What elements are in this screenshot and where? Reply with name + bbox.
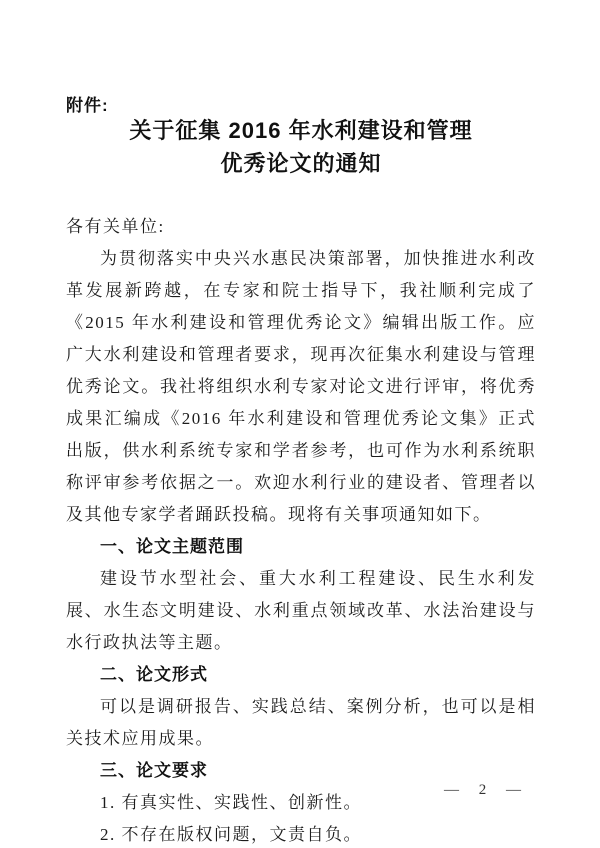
requirement-item-2: 2. 不存在版权问题，文责自负。 (100, 825, 362, 844)
page-number: — 2 — (444, 782, 522, 798)
document-title-line2: 优秀论文的通知 (220, 151, 382, 176)
document-title (66, 114, 536, 180)
section-heading-requirements: 三、论文要求 (100, 761, 208, 780)
salutation: 各有关单位: (66, 217, 165, 236)
document-body (66, 211, 536, 848)
paragraph-intro: 为贯彻落实中央兴水惠民决策部署，加快推进水利改革发展新跨越，在专家和院士指导下，我社顺利完成了《2015 年水利建设和管理优秀论文》编辑出版工作。应广大水利建设和管理者要求，现再次征集水利建设与管理优秀论文。我社将组织水利专家对论文进行评审，将优秀成果汇编成《2016 年水利建设和管理优秀论文集》正式出版，供水利系统专家和学者参考，也可作为水利系统职称评审参考依据之一。欢迎水利行业的建设者、管理者以及其他专家学者踊跃投稿。现将有关事项通知如下。 (66, 249, 536, 524)
document-title-line1: 关于征集 2016 年水利建设和管理 (129, 118, 473, 143)
paragraph-forms: 可以是调研报告、实践总结、案例分析，也可以是相关技术应用成果。 (66, 697, 536, 748)
requirement-item-1: 1. 有真实性、实践性、创新性。 (100, 793, 362, 812)
attachment-label: 附件: (66, 96, 109, 115)
section-heading-topics: 一、论文主题范围 (100, 537, 244, 556)
section-heading-forms: 二、论文形式 (100, 665, 208, 684)
paragraph-topics: 建设节水型社会、重大水利工程建设、民生水利发展、水生态文明建设、水利重点领域改革、水法治建设与水行政执法等主题。 (66, 569, 536, 652)
